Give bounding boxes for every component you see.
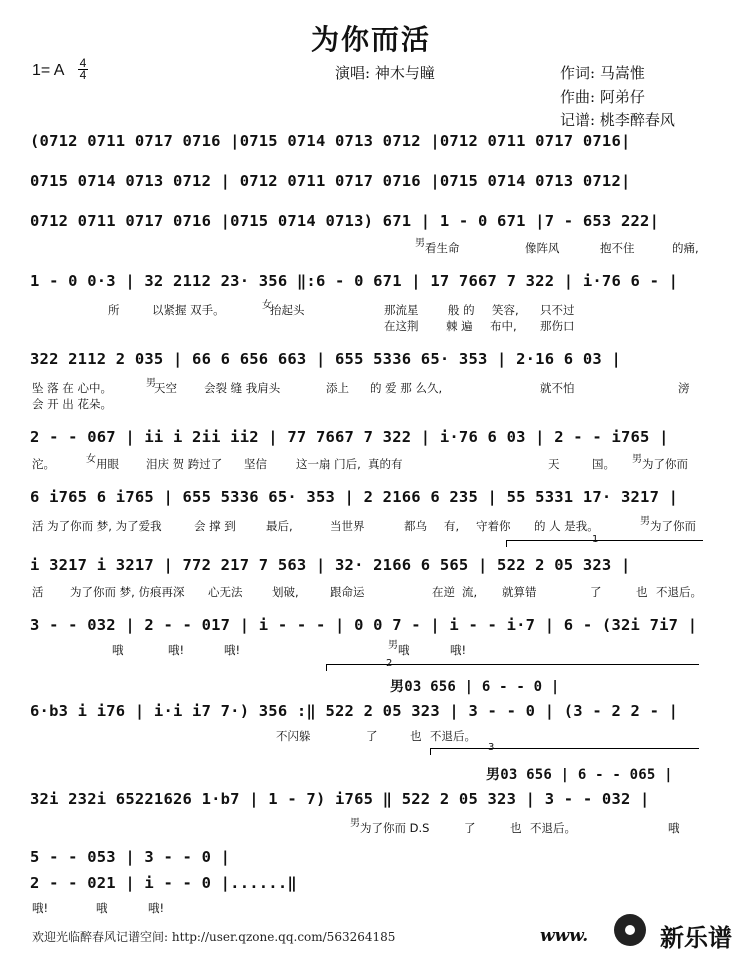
lyric-seg: 滂 [678,381,690,395]
lyric-seg: 哦 [668,821,680,835]
lyric-seg: 泪庆 贺 跨过了 [146,457,223,471]
lyric-seg: 不退后。 [430,729,476,743]
footer-credit: 欢迎光临醉春风记谱空间: http://user.qzone.qq.com/563264185 [32,930,396,944]
lyric-seg: 只不过 [540,303,575,317]
notation-line-4: 1 - 0 0·3 | 32 2112 23· 356 ‖:6 - 0 671 | 17 7667 7 322 | i·76 6 - | [30,272,679,290]
lyric-seg: 真的有 [368,457,403,471]
lyric-seg: 为了你而 [650,519,696,533]
volta-number-1: 1 [592,534,599,545]
male-mark: 男 [146,378,156,389]
singer-credit: 演唱: 神木与瞳 [335,64,435,82]
lyric-seg: 看生命 [425,241,460,255]
lyric-seg: 那流星 [384,303,419,317]
notation-line-2: 0715 0714 0713 0712 | 0712 0711 0717 0716 |0715 0714 0713 0712| [30,172,631,190]
lyric-seg: 哦! [450,643,467,657]
lyric-seg: 有, [444,519,460,533]
lyric-seg: 心无法 [208,585,243,599]
lyric-seg: 不退后。 [530,821,576,835]
lyric-seg: 布中, [490,319,517,333]
volta-alt-line-a: 男03 656 | 6 - - 0 | [390,679,560,695]
lyric-seg: 了 [464,821,476,835]
site-logo-text: 新乐谱 [660,924,732,952]
male-mark: 男 [632,454,642,465]
lyric-seg: 了 [590,585,602,599]
lyric-seg: 哦 [398,643,410,657]
lyric-seg: 天 [548,457,560,471]
time-signature [78,58,88,81]
lyric-seg: 沱。 [32,457,55,471]
lyric-seg: 跟命运 [330,585,365,599]
lyric-seg: 流, [462,585,478,599]
composer-credit: 作曲: 阿弟仔 [560,88,645,106]
volta-bracket-3 [430,748,699,755]
lyric-seg: 坚信 [244,457,267,471]
lyric-seg: 就算错 [502,585,537,599]
notation-line-9: 3 - - 032 | 2 - - 017 | i - - - | 0 0 7 - | i - - i·7 | 6 - (32i 7i7 | [30,616,698,634]
transcriber-credit: 记谱: 桃李醉春风 [560,111,675,129]
lyric-seg: 也 [410,729,422,743]
notation-line-10: 6·b3 i i76 | i·i i7 7·) 356 :‖ 522 2 05 323 | 3 - - 0 | (3 - 2 2 - | [30,702,679,720]
lyric-seg: 的 人 是我。 [534,519,599,533]
lyric-seg: 会 开 出 花朵。 [32,397,112,411]
notation-line-3: 0712 0711 0717 0716 |0715 0714 0713) 671 | 1 - 0 671 |7 - 653 222| [30,212,660,230]
lyric-seg: 活 [32,585,44,599]
volta-number-2: 2 [386,658,393,669]
lyric-seg: 哦! [32,901,49,915]
lyric-seg: 像阵风 [525,241,560,255]
lyric-seg: 哦 [96,901,108,915]
female-mark: 女 [262,300,272,311]
key-signature: 1= A [32,62,65,79]
lyric-seg: 哦! [224,643,241,657]
lyric-seg: 守着你 [476,519,511,533]
lyric-seg: 添上 [326,381,349,395]
lyric-seg: 也 [636,585,648,599]
time-top: 4 [79,56,87,70]
volta-alt-line-b: 男03 656 | 6 - - 065 | [486,767,673,783]
site-www-text: www. [540,926,589,946]
volta-bracket-2 [326,664,699,671]
lyric-seg: 用眼 [96,457,119,471]
notation-line-6: 2 - - 067 | ii i 2ii ii2 | 77 7667 7 322 | i·76 6 03 | 2 - - i765 | [30,428,669,446]
notation-line-11: 32i 232i 65221626 1·b7 | 1 - 7) i765 ‖ 522 2 05 323 | 3 - - 032 | [30,790,650,808]
lyric-seg: 所 [108,303,120,317]
lyric-seg: 为了你而 [642,457,688,471]
lyric-seg: 为了你而 D.S [360,821,430,835]
male-mark: 男 [415,238,425,249]
lyric-seg: 哦 [112,643,124,657]
lyric-seg: 般 的 [448,303,475,317]
lyric-seg: 抬起头 [270,303,305,317]
lyric-seg: 当世界 [330,519,365,533]
notation-line-1: (0712 0711 0717 0716 |0715 0714 0713 0712 |0712 0711 0717 0716| [30,132,631,150]
notation-line-13: 2 - - 021 | i - - 0 |......‖ [30,874,297,892]
lyric-seg: 就不怕 [540,381,575,395]
lyric-seg: 最后, [266,519,293,533]
lyric-seg: 都乌 [404,519,427,533]
male-mark: 男 [640,516,650,527]
time-bottom: 4 [79,68,87,82]
lyric-seg: 哦! [148,901,165,915]
lyric-seg: 活 为了你而 梦, 为了爱我 [32,519,162,533]
lyric-seg: 这一扇 门后, [296,457,361,471]
lyric-seg: 会裂 缝 我肩头 [204,381,281,395]
lyricist-credit: 作词: 马嵩惟 [560,64,645,82]
lyric-seg: 的 爱 那 么久, [370,381,443,395]
lyric-seg: 的痛, [672,241,699,255]
lyric-seg: 棘 遍 [446,319,473,333]
notation-line-5: 322 2112 2 035 | 66 6 656 663 | 655 5336 65· 353 | 2·16 6 03 | [30,350,621,368]
lyric-seg: 也 [510,821,522,835]
female-mark: 女 [86,454,96,465]
lyric-seg: 在这荆 [384,319,419,333]
lyric-seg: 哦! [168,643,185,657]
lyric-seg: 以紧握 双手。 [152,303,225,317]
male-mark: 男 [350,818,360,829]
lyric-seg: 笑容, [492,303,519,317]
lyric-seg: 坠 落 在 心中。 [32,381,112,395]
lyric-seg: 不退后。 [656,585,702,599]
lyric-seg: 天空 [154,381,177,395]
lyric-seg: 抱不住 [600,241,635,255]
song-title: 为你而活 [310,23,431,56]
lyric-seg: 那伤口 [540,319,575,333]
notation-line-8: i 3217 i 3217 | 772 217 7 563 | 32· 2166 6 565 | 522 2 05 323 | [30,556,631,574]
lyric-seg: 在逆 [432,585,455,599]
volta-number-3: 3 [488,742,495,753]
volta-bracket-1 [506,540,703,547]
lyric-seg: 不闪躲 [276,729,311,743]
lyric-seg: 为了你而 梦, 仿痕再深 [70,585,185,599]
male-mark: 男 [388,640,398,651]
lyric-seg: 了 [366,729,378,743]
notation-line-12: 5 - - 053 | 3 - - 0 | [30,848,231,866]
lyric-seg: 会 撑 到 [194,519,236,533]
lyric-seg: 划破, [272,585,299,599]
vinyl-disc-icon [614,914,646,946]
notation-line-7: 6 i765 6 i765 | 655 5336 65· 353 | 2 2166 6 235 | 55 5331 17· 3217 | [30,488,679,506]
lyric-seg: 国。 [592,457,615,471]
